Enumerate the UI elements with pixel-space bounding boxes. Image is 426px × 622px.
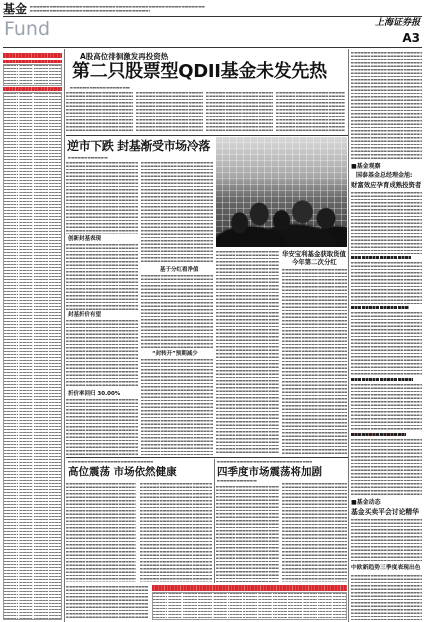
trading-floor-photo	[216, 137, 347, 247]
feature-text-col-d	[282, 269, 347, 455]
bottom-table-rows	[152, 592, 347, 620]
table-header-band-2	[3, 87, 62, 91]
page-number: A3	[402, 31, 420, 45]
fund-data-table	[3, 51, 62, 620]
lead-text-col-3	[206, 92, 273, 133]
feature-text-col-b-1	[141, 162, 213, 264]
bottom-mid-text-col-2	[282, 483, 347, 582]
bottom-left-text-col-2	[140, 483, 212, 582]
sidebar-text-1	[351, 192, 422, 254]
feature-byline	[68, 157, 108, 160]
sidebar-brief-2-text	[351, 575, 422, 620]
feature-text-col-a-1	[66, 162, 138, 234]
feature-text-col-b-2	[141, 275, 213, 348]
feature-subhead: 创新封基表现	[68, 236, 102, 242]
sidebar-kicker: 国泰基金总经理金旭:	[356, 172, 413, 179]
bottom-top-rule	[66, 457, 348, 458]
sidebar-brief-2-title: 中欧新趋势三季度表现出色	[351, 565, 421, 571]
bottom-story-divider	[214, 459, 215, 583]
sidebar-text-4	[351, 384, 422, 430]
bottom-table-header	[152, 585, 347, 591]
right-column-divider	[348, 49, 349, 622]
sidebar-subhead-line	[351, 256, 411, 259]
table-title-band	[3, 53, 62, 58]
lead-text-col-1	[66, 92, 133, 133]
sidebar-text-3	[351, 312, 422, 376]
table-rows-upper	[3, 64, 62, 86]
bottom-mid-kicker	[217, 461, 312, 464]
header-meta-line-2	[30, 10, 150, 13]
section-title-cn: 基金	[3, 2, 28, 16]
table-rows-lower	[3, 92, 62, 620]
feature-text-col-c	[216, 251, 279, 455]
sidebar-tag-news: ■基金动态	[351, 499, 381, 506]
sidebar-headline: 财富效应孕育成熟投资者	[351, 181, 422, 189]
feature-subhead: 基于分红看净值	[160, 267, 199, 273]
sidebar-text-top	[351, 52, 422, 160]
bottom-left-text-col-1	[66, 483, 136, 582]
section-title-en: Fund	[4, 18, 51, 40]
newspaper-name: 上海证券报	[374, 18, 420, 28]
sidebar-tag: ■基金观察	[351, 163, 381, 170]
sidebar-subhead-line-3	[351, 378, 413, 381]
sidebar-subhead-line-red	[351, 433, 406, 436]
bottom-left-kicker	[68, 461, 153, 464]
left-column-divider	[64, 49, 65, 622]
bottom-mid-headline: 四季度市场震荡将加剧	[217, 466, 322, 478]
header-meta-line	[30, 6, 205, 9]
lead-text-col-2	[136, 92, 203, 133]
header-bottom-rule	[3, 47, 422, 48]
feature-text-col-b-3	[141, 359, 213, 455]
sidebar-subhead-line-2	[351, 306, 409, 309]
bottom-market-table	[152, 585, 347, 620]
bottom-continued-text	[66, 586, 148, 620]
sidebar-text-5	[351, 439, 422, 497]
feature-text-col-a-4	[66, 399, 138, 455]
feature-headline: 逆市下跌 封基渐受市场冷落	[67, 139, 210, 153]
bottom-mid-text-col-1	[216, 486, 279, 582]
feature-subhead: 封基折价有望	[68, 312, 102, 318]
sidebar-brief-1-text	[351, 519, 422, 563]
photo-caption-line-1: 华安宝利基金获取货值	[282, 250, 346, 258]
lead-headline: 第二只股票型QDII基金未发先热	[72, 61, 327, 82]
feature-top-rule	[66, 135, 348, 136]
page-header	[0, 0, 426, 49]
table-header-band	[3, 60, 62, 63]
feature-subhead: “封转开”预期减少	[152, 351, 198, 357]
sidebar-text-2	[351, 262, 422, 304]
header-top-rule	[3, 16, 422, 17]
lead-kicker: A股高位徘徊激发再投资热	[80, 52, 169, 61]
feature-text-col-a-2	[66, 244, 138, 310]
lead-byline	[70, 87, 130, 90]
bottom-mid-byline	[217, 480, 257, 483]
feature-subhead: 折价率回归 30.00%	[68, 391, 121, 397]
lead-text-col-4	[276, 92, 345, 133]
bottom-left-headline: 高位震荡 市场依然健康	[68, 466, 177, 478]
feature-text-col-a-3	[66, 320, 138, 388]
photo-caption-line-2: 今年第二次分红	[292, 258, 337, 266]
sidebar-brief-1-title: 基金买卖平会讨论精华	[351, 508, 419, 516]
